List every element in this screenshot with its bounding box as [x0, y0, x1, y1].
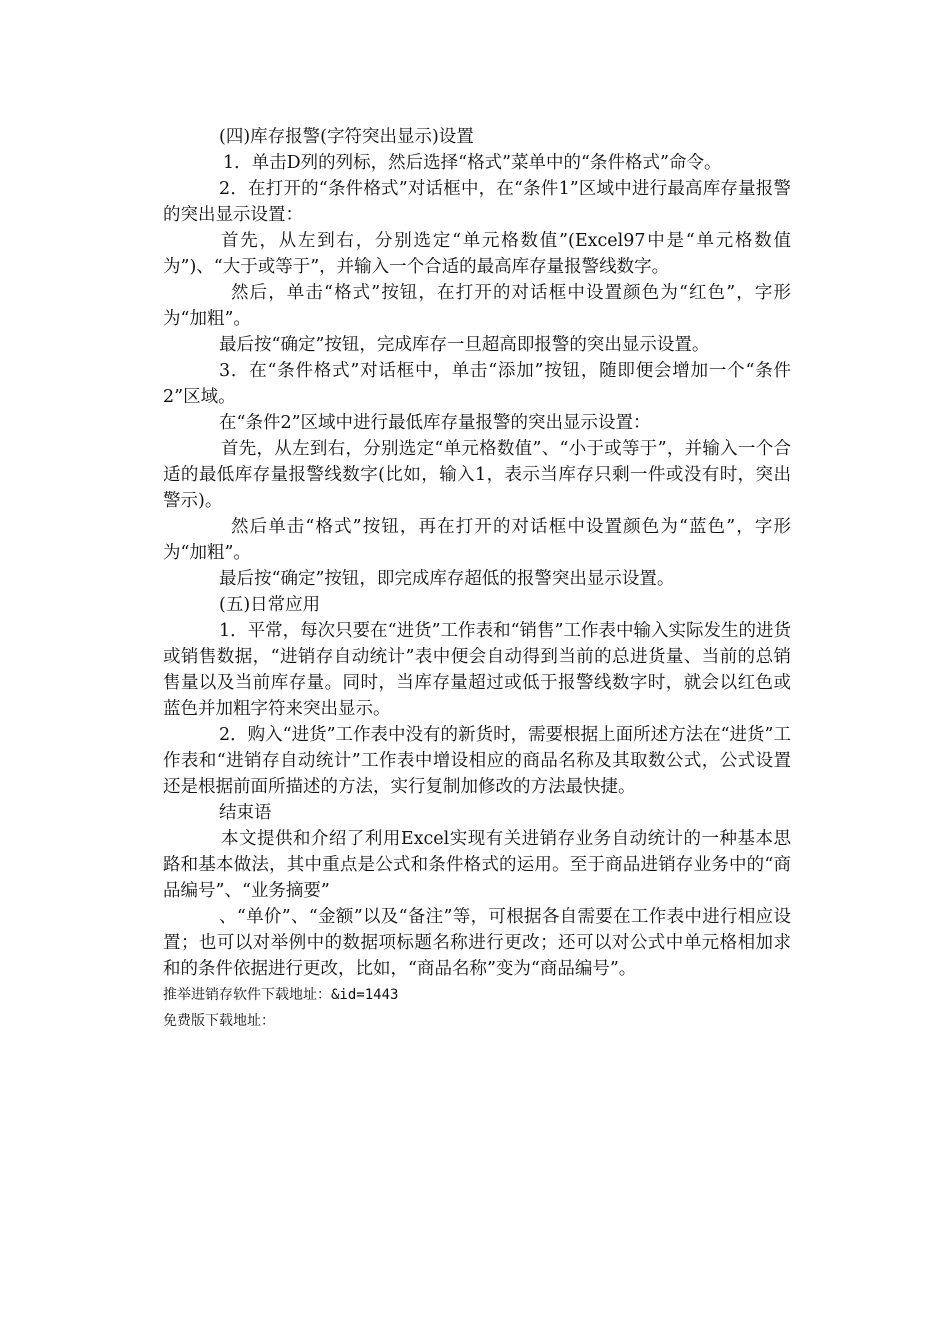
- document-body: [163, 124, 791, 1034]
- section-4-paragraph: 然后，单击“格式”按钮，在打开的对话框中设置颜色为“红色”，字形为“加粗”。: [163, 283, 791, 329]
- footer-line: 推举进销存软件下载地址：&id=1443: [163, 987, 399, 1003]
- section-4-paragraph: 2．在打开的“条件格式”对话框中，在“条件1”区域中进行最高库存量报警的突出显示设置：: [163, 179, 791, 225]
- footer-line: 免费版下载地址：: [163, 1013, 275, 1029]
- section-4-heading: (四)库存报警(字符突出显示)设置: [219, 127, 474, 147]
- section-4-paragraph: 3．在“条件格式”对话框中，单击“添加”按钮，随即便会增加一个“条件2”区域。: [163, 361, 791, 407]
- section-4-paragraph: 首先，从左到右，分别选定“单元格数值”(Excel97中是“单元格数值为”)、“大于或等于”，并输入一个合适的最高库存量报警线数字。: [163, 231, 791, 277]
- section-4-paragraph: 首先，从左到右，分别选定“单元格数值”、“小于或等于”，并输入一个合适的最低库存量报警线数字(比如，输入1，表示当库存只剩一件或没有时，突出警示)。: [163, 439, 791, 511]
- conclusion-paragraph: 本文提供和介绍了利用Excel实现有关进销存业务自动统计的一种基本思路和基本做法，其中重点是公式和条件格式的运用。至于商品进销存业务中的“商品编号”、“业务摘要”: [163, 829, 791, 901]
- section-4-paragraph: 然后单击“格式”按钮，再在打开的对话框中设置颜色为“蓝色”，字形为“加粗”。: [163, 517, 791, 563]
- conclusion-heading: 结束语: [219, 803, 272, 823]
- section-5-paragraph: 2．购入“进货”工作表中没有的新货时，需要根据上面所述方法在“进货”工作表和“进销存自动统计”工作表中增设相应的商品名称及其取数公式，公式设置还是根据前面所描述的方法，实行复制加修改的方法最快捷。: [163, 725, 791, 797]
- section-5-heading: (五)日常应用: [219, 595, 321, 615]
- section-5-paragraph: 1．平常，每次只要在“进货”工作表和“销售”工作表中输入实际发生的进货或销售数据，“进销存自动统计”表中便会自动得到当前的总进货量、当前的总销售量以及当前库存量。同时，当库存量超过或低于报警线数字时，就会以红色或蓝色并加粗字符来突出显示。: [163, 621, 791, 719]
- section-4-paragraph: 最后按“确定”按钮，即完成库存超低的报警突出显示设置。: [219, 569, 675, 589]
- conclusion-paragraph: 、“单价”、“金额”以及“备注”等，可根据各自需要在工作表中进行相应设置；也可以对举例中的数据项标题名称进行更改；还可以对公式中单元格相加求和的条件依据进行更改，比如，“商品名称”变为“商品编号”。: [163, 907, 791, 979]
- section-4-paragraph: 1．单击D列的列标，然后选择“格式”菜单中的“条件格式”命令。: [223, 153, 722, 173]
- section-4-paragraph: 在“条件2”区域中进行最低库存量报警的突出显示设置：: [219, 413, 651, 433]
- section-4-paragraph: 最后按“确定”按钮，完成库存一旦超高即报警的突出显示设置。: [219, 335, 710, 355]
